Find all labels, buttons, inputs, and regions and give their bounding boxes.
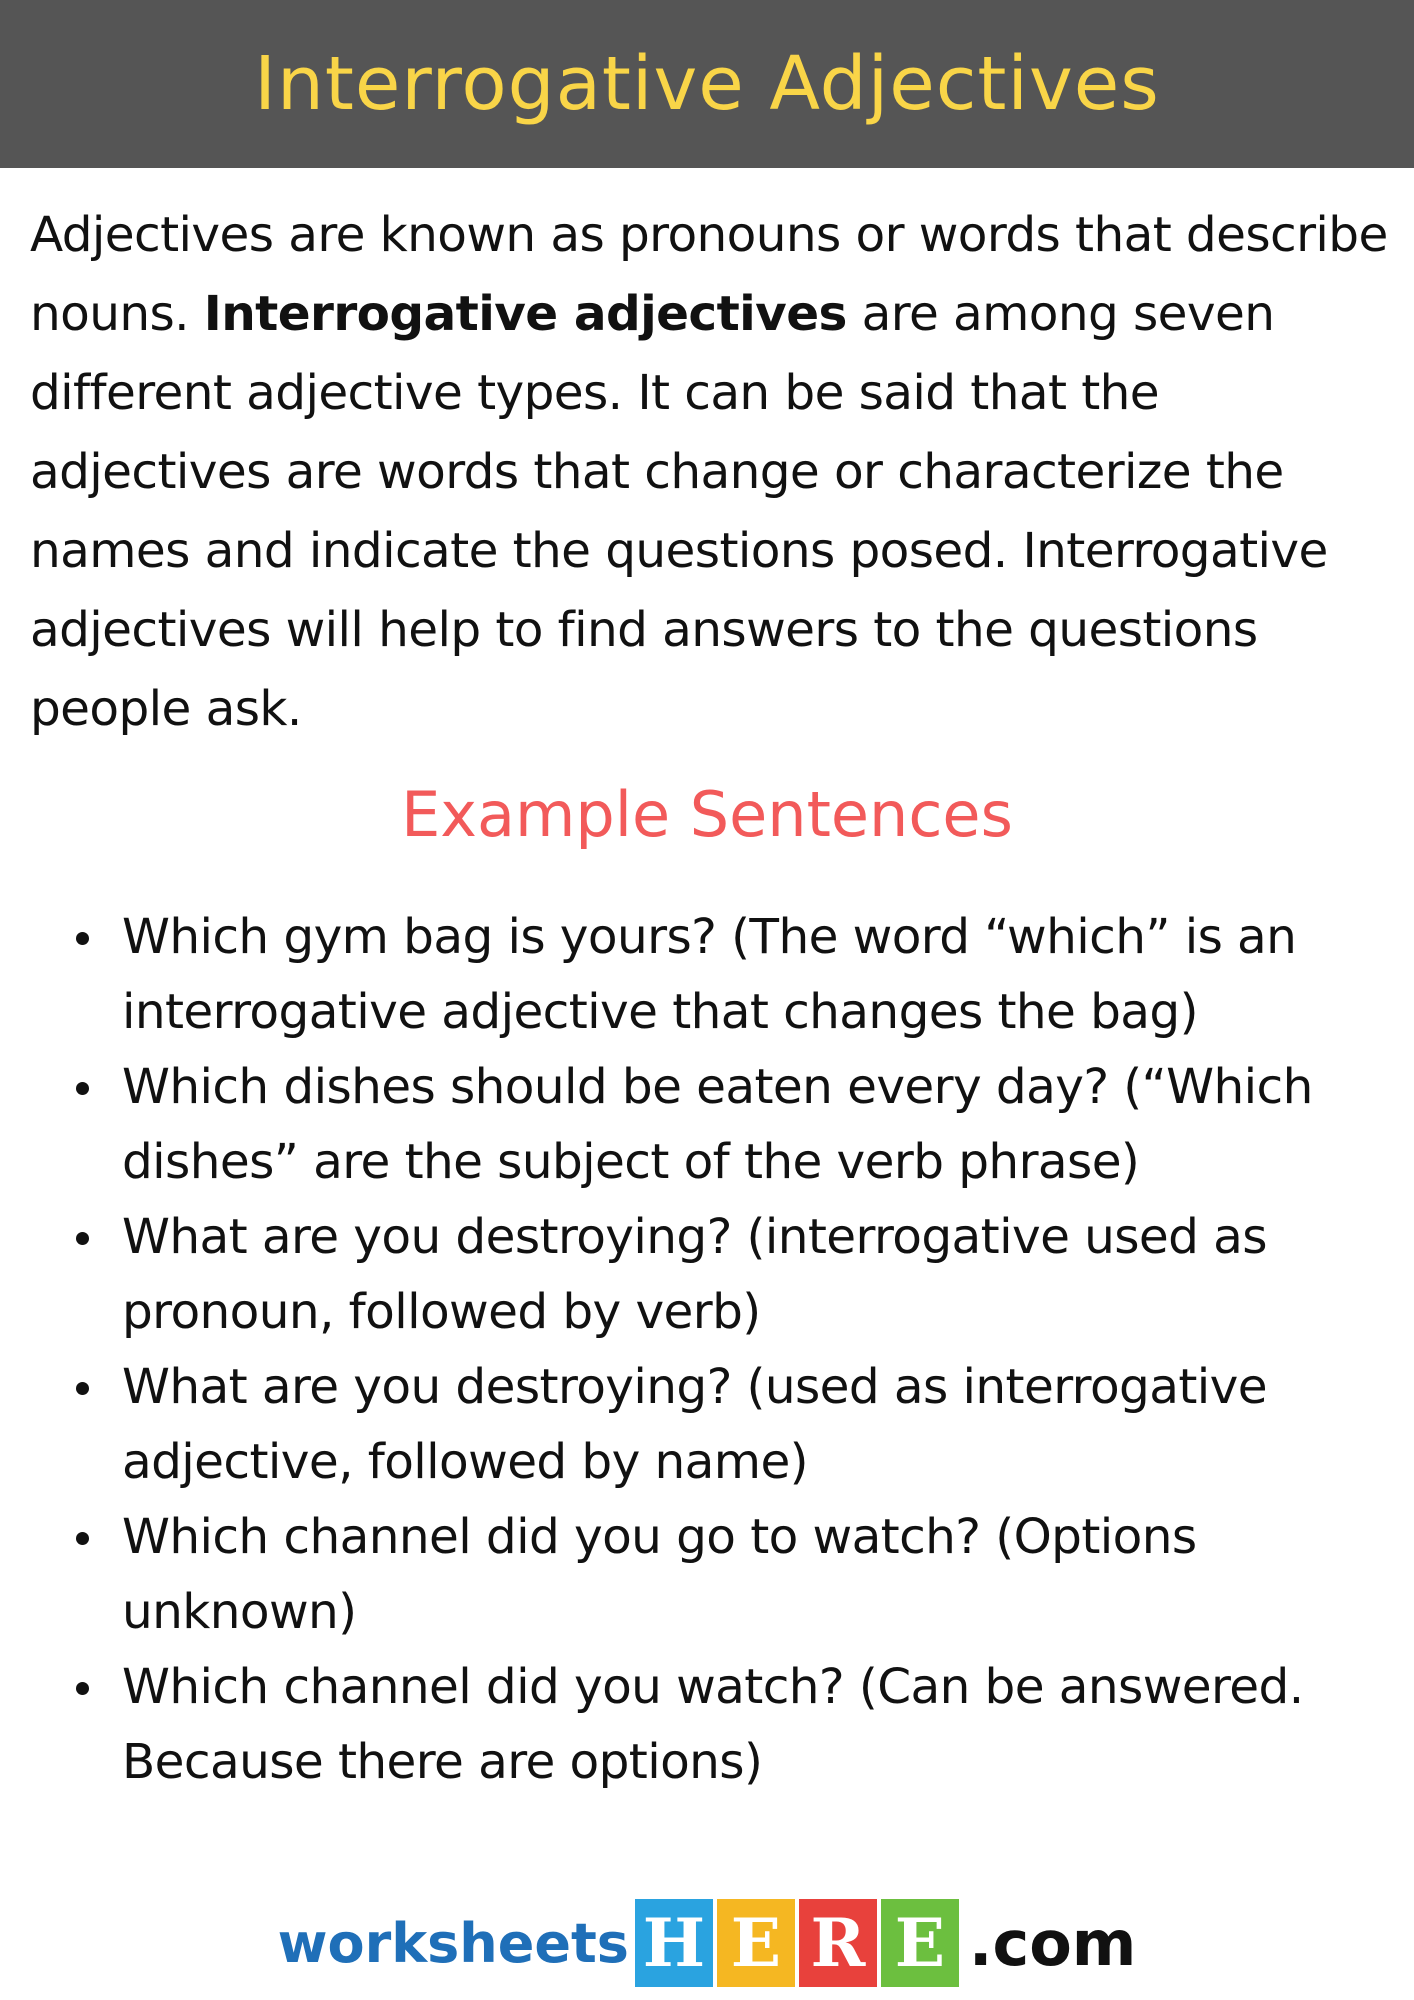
title-banner bbox=[0, 0, 1414, 168]
intro-bold-term: Interrogative adjectives bbox=[203, 286, 847, 342]
logo-tile-r: R bbox=[799, 1899, 877, 1987]
example-item: What are you destroying? (interrogative used as pronoun, followed by verb) bbox=[70, 1200, 1400, 1350]
logo-tile-h: H bbox=[635, 1899, 713, 1987]
logo-tld-text: .com bbox=[968, 1906, 1137, 1980]
section-title: Example Sentences bbox=[401, 778, 1013, 851]
logo-brand-text: worksheets bbox=[277, 1911, 629, 1975]
page-title: Interrogative Adjectives bbox=[254, 41, 1160, 127]
intro-text-start: Adjectives are known as pronouns or words that describe nouns. bbox=[30, 207, 1388, 342]
site-logo bbox=[0, 1898, 1414, 1988]
intro-text-end: are among seven different adjective types. It can be said that the adjectives are words that change or characterize the names and indicate the questions posed. Interrogative adjectives will help to find answers to the questions people ask. bbox=[30, 286, 1328, 737]
example-list bbox=[70, 900, 1400, 1800]
logo-tile-e2: E bbox=[881, 1899, 959, 1987]
intro-paragraph bbox=[30, 196, 1390, 749]
example-item: Which channel did you watch? (Can be answered. Because there are options) bbox=[70, 1650, 1400, 1800]
logo-tile-e: E bbox=[717, 1899, 795, 1987]
example-item: Which channel did you go to watch? (Options unknown) bbox=[70, 1500, 1400, 1650]
example-item: Which gym bag is yours? (The word “which” is an interrogative adjective that changes the bag) bbox=[70, 900, 1400, 1050]
example-item: Which dishes should be eaten every day? (“Which dishes” are the subject of the verb phrase) bbox=[70, 1050, 1400, 1200]
example-item: What are you destroying? (used as interrogative adjective, followed by name) bbox=[70, 1350, 1400, 1500]
